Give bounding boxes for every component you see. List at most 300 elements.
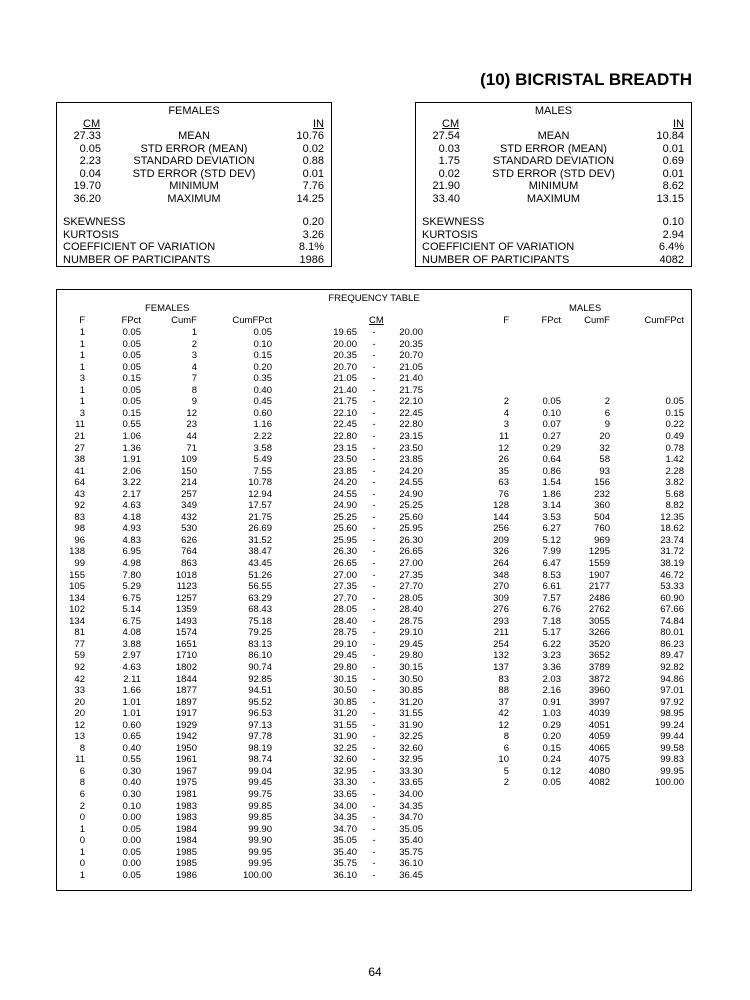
female-cumf-cell: 1897 [175, 696, 197, 708]
male-f-cell: 12 [498, 442, 509, 454]
female-cumfpct-cell: 86.10 [248, 650, 272, 662]
cm-high-cell: 26.65 [399, 546, 423, 558]
stat-in: 14.25 [296, 192, 324, 205]
cm-high-cell: 25.95 [399, 523, 423, 535]
cm-high-cell: 32.25 [399, 731, 423, 743]
female-cumfpct-cell: 0.10 [253, 338, 272, 350]
female-fpct-cell: 0.00 [122, 812, 141, 824]
female-cumfpct-cell: 95.52 [248, 696, 272, 708]
female-f-cell: 6 [79, 789, 85, 800]
male-f-cell: 270 [493, 581, 509, 593]
cm-low-cell: 31.20 [333, 708, 357, 720]
female-fpct-cell: 0.30 [122, 765, 141, 777]
female-cumfpct-cell: 96.53 [248, 708, 272, 720]
male-fpct-cell: 0.24 [542, 754, 561, 766]
male-cumf-cell: 2177 [588, 581, 610, 593]
female-fpct-cell: 4.98 [122, 558, 141, 569]
stat-label: MINIMUM [528, 180, 579, 192]
female-cumf-cell: 1257 [175, 592, 197, 604]
cm-low-cell: 32.60 [333, 754, 357, 766]
male-cumfpct-cell: 0.49 [665, 430, 684, 442]
male-fpct-cell: 3.36 [542, 661, 561, 673]
male-cumfpct-cell: 0.78 [665, 442, 684, 454]
male-fpct-cell: 5.17 [542, 627, 561, 639]
cm-low-cell: 27.70 [333, 592, 357, 604]
female-cumf-cell: 1574 [175, 627, 197, 639]
extra-label: SKEWNESS [63, 216, 126, 228]
cm-dash-cell: - [372, 511, 376, 523]
male-cumfpct-cell: 2.28 [665, 465, 684, 477]
male-cumf-cell: 58 [599, 454, 610, 466]
male-cumf-cell: 2762 [588, 604, 610, 616]
female-cumfpct-cell: 0.20 [253, 361, 272, 373]
col-header-male-cumfpct: CumFPct [644, 315, 684, 326]
cm-low-cell: 29.45 [333, 650, 357, 662]
male-cumfpct-cell: 97.92 [660, 696, 684, 708]
female-fpct-cell: 0.65 [122, 731, 141, 743]
cm-dash-cell: - [372, 604, 376, 616]
male-fpct-cell: 0.64 [542, 454, 561, 466]
cm-dash-cell: - [372, 765, 376, 777]
table-row [57, 604, 691, 616]
cm-low-cell: 21.05 [333, 373, 357, 385]
cm-low-cell: 29.80 [333, 661, 357, 673]
cm-low-cell: 34.70 [333, 823, 357, 835]
male-cumfpct-cell: 67.66 [660, 604, 684, 616]
female-fpct-cell: 3.88 [122, 638, 141, 650]
male-cumfpct-cell: 53.33 [660, 581, 684, 593]
cm-high-cell: 26.30 [399, 534, 423, 546]
stat-in: 13.15 [656, 192, 684, 205]
female-fpct-cell: 0.15 [122, 373, 141, 385]
male-f-cell: 132 [493, 650, 509, 662]
cm-high-cell: 22.10 [399, 396, 423, 408]
female-f-cell: 33 [74, 685, 85, 697]
cm-low-cell: 36.10 [333, 869, 357, 881]
male-fpct-cell: 0.07 [542, 419, 561, 431]
female-cumfpct-cell: 99.95 [248, 846, 272, 858]
cm-dash-cell: - [372, 615, 376, 627]
cm-low-cell: 31.55 [333, 719, 357, 731]
cm-low-cell: 31.90 [333, 731, 357, 743]
male-cumf-cell: 93 [599, 465, 610, 477]
male-cumf-cell: 3789 [588, 661, 610, 673]
male-cumfpct-cell: 99.44 [660, 731, 684, 743]
male-cumfpct-cell: 94.86 [660, 673, 684, 685]
female-fpct-cell: 0.40 [122, 777, 141, 789]
female-f-cell: 1 [79, 869, 85, 881]
extra-value: 0.10 [662, 216, 684, 228]
male-cumf-cell: 4039 [588, 708, 610, 720]
cm-low-cell: 28.40 [333, 615, 357, 627]
female-cumf-cell: 530 [181, 523, 197, 535]
male-f-cell: 276 [493, 604, 509, 616]
stat-cm: 0.05 [79, 142, 101, 155]
extra-value: 1986 [299, 253, 324, 266]
male-f-cell: 76 [498, 488, 509, 500]
female-cumf-cell: 764 [181, 546, 197, 558]
male-fpct-cell: 7.18 [542, 615, 561, 627]
cm-low-cell: 35.75 [333, 858, 357, 870]
table-row [57, 812, 691, 824]
table-row [57, 593, 691, 605]
cm-dash-cell: - [372, 419, 376, 431]
male-cumfpct-cell: 1.42 [665, 454, 684, 466]
female-fpct-cell: 4.93 [122, 523, 141, 535]
female-f-cell: 134 [69, 592, 85, 604]
male-cumf-cell: 360 [594, 500, 610, 512]
table-row [57, 777, 691, 789]
female-fpct-cell: 0.55 [122, 754, 141, 766]
female-cumfpct-cell: 97.78 [248, 731, 272, 743]
female-cumfpct-cell: 99.95 [248, 858, 272, 870]
female-cumf-cell: 1917 [175, 708, 197, 720]
cm-high-cell: 32.60 [399, 742, 423, 754]
cm-dash-cell: - [372, 719, 376, 731]
female-fpct-cell: 1.66 [122, 685, 141, 697]
cm-high-cell: 34.00 [399, 789, 423, 800]
female-f-cell: 64 [74, 477, 85, 489]
cm-dash-cell: - [372, 477, 376, 489]
male-f-cell: 209 [493, 534, 509, 546]
female-cumfpct-cell: 1.16 [253, 419, 272, 431]
males-column-group-label: MALES [569, 303, 602, 314]
female-cumfpct-cell: 21.75 [248, 511, 272, 523]
cm-high-cell: 20.35 [399, 338, 423, 350]
cm-dash-cell: - [372, 661, 376, 673]
male-cumfpct-cell: 3.82 [665, 477, 684, 489]
female-f-cell: 3 [79, 407, 85, 419]
female-cumfpct-cell: 99.04 [248, 765, 272, 777]
cm-dash-cell: - [372, 338, 376, 350]
female-cumf-cell: 7 [191, 373, 197, 385]
female-fpct-cell: 4.18 [122, 511, 141, 523]
male-cumfpct-cell: 8.82 [665, 500, 684, 512]
stat-in: 10.76 [296, 130, 324, 142]
cm-dash-cell: - [372, 869, 376, 881]
stat-in: 0.01 [302, 167, 324, 180]
female-cumfpct-cell: 0.15 [253, 350, 272, 362]
extra-label: SKEWNESS [422, 216, 485, 228]
stat-label: MEAN [178, 130, 210, 142]
male-cumfpct-cell: 18.62 [660, 523, 684, 535]
males-extra-row [422, 229, 684, 242]
female-cumfpct-cell: 3.58 [253, 442, 272, 454]
stat-cm: 33.40 [432, 192, 460, 205]
female-cumf-cell: 150 [181, 465, 197, 477]
extra-value: 3.26 [302, 228, 324, 241]
male-cumf-cell: 20 [599, 430, 610, 442]
col-header-cumf: CumF [171, 315, 197, 326]
cm-dash-cell: - [372, 373, 376, 385]
extra-value: 0.20 [302, 216, 324, 228]
female-fpct-cell: 0.05 [122, 823, 141, 835]
stat-label: STD ERROR (STD DEV) [492, 167, 615, 180]
female-fpct-cell: 6.75 [122, 615, 141, 627]
stat-in: 0.01 [662, 167, 684, 180]
female-cumfpct-cell: 12.94 [248, 488, 272, 500]
male-fpct-cell: 6.27 [542, 523, 561, 535]
male-cumfpct-cell: 74.84 [660, 615, 684, 627]
female-fpct-cell: 2.97 [122, 650, 141, 662]
males-stat-row [416, 193, 691, 206]
male-f-cell: 309 [493, 592, 509, 604]
female-f-cell: 155 [69, 569, 85, 581]
cm-dash-cell: - [372, 350, 376, 362]
cm-dash-cell: - [372, 812, 376, 824]
cm-high-cell: 32.95 [399, 754, 423, 766]
female-fpct-cell: 0.40 [122, 742, 141, 754]
table-row [57, 731, 691, 743]
cm-high-cell: 30.50 [399, 673, 423, 685]
cm-dash-cell: - [372, 396, 376, 408]
stat-label: MAXIMUM [526, 192, 581, 205]
cm-high-cell: 24.55 [399, 477, 423, 489]
table-row [57, 570, 691, 582]
table-row [57, 720, 691, 732]
cm-high-cell: 36.45 [399, 869, 423, 881]
female-f-cell: 8 [79, 742, 85, 754]
cm-dash-cell: - [372, 835, 376, 847]
cm-dash-cell: - [372, 581, 376, 593]
female-cumfpct-cell: 17.57 [248, 500, 272, 512]
cm-low-cell: 23.50 [333, 454, 357, 466]
male-fpct-cell: 0.10 [542, 407, 561, 419]
table-row [57, 396, 691, 408]
female-f-cell: 12 [74, 719, 85, 731]
table-row [57, 789, 691, 801]
male-f-cell: 11 [499, 430, 509, 442]
female-cumf-cell: 1493 [175, 615, 197, 627]
cm-high-cell: 30.85 [399, 685, 423, 697]
females-stat-row [57, 180, 331, 193]
male-cumfpct-cell: 89.47 [660, 650, 684, 662]
cm-dash-cell: - [372, 708, 376, 720]
cm-high-cell: 31.90 [399, 719, 423, 731]
extra-label: NUMBER OF PARTICIPANTS [422, 253, 570, 266]
cm-low-cell: 30.15 [333, 673, 357, 685]
male-cumf-cell: 3652 [588, 650, 610, 662]
females-extra-row [63, 216, 324, 229]
table-row [57, 697, 691, 709]
female-f-cell: 0 [79, 858, 85, 870]
female-f-cell: 59 [74, 650, 85, 662]
male-cumfpct-cell: 99.58 [660, 742, 684, 754]
male-fpct-cell: 0.20 [542, 731, 561, 743]
female-cumf-cell: 12 [186, 407, 197, 419]
frequency-table [56, 289, 692, 891]
female-cumf-cell: 1985 [175, 846, 197, 858]
female-f-cell: 11 [75, 419, 85, 431]
extra-value: 6.4% [658, 241, 684, 253]
cm-dash-cell: - [372, 523, 376, 535]
female-fpct-cell: 0.05 [122, 338, 141, 350]
cm-high-cell: 36.10 [399, 858, 423, 870]
table-row [57, 362, 691, 374]
male-f-cell: 3 [503, 419, 509, 431]
female-cumf-cell: 1018 [175, 569, 197, 581]
female-fpct-cell: 1.91 [122, 454, 141, 466]
cm-low-cell: 33.30 [333, 777, 357, 789]
table-row [57, 616, 691, 628]
female-cumf-cell: 214 [181, 477, 197, 489]
male-cumfpct-cell: 86.23 [660, 638, 684, 650]
cm-dash-cell: - [372, 442, 376, 454]
table-row [57, 546, 691, 558]
male-cumfpct-cell: 99.83 [660, 754, 684, 766]
extra-value: 8.1% [298, 241, 324, 253]
male-fpct-cell: 0.86 [542, 465, 561, 477]
male-f-cell: 88 [498, 685, 509, 697]
cm-dash-cell: - [372, 754, 376, 766]
female-cumfpct-cell: 99.85 [248, 812, 272, 824]
male-cumfpct-cell: 80.01 [660, 627, 684, 639]
female-f-cell: 1 [79, 384, 85, 396]
male-cumf-cell: 4059 [588, 731, 610, 743]
cm-dash-cell: - [372, 789, 376, 800]
female-cumfpct-cell: 94.51 [248, 685, 272, 697]
female-cumf-cell: 1123 [176, 581, 197, 593]
col-header-male-fpct: FPct [541, 315, 561, 326]
cm-high-cell: 35.05 [399, 823, 423, 835]
table-row [57, 454, 691, 466]
males-stat-row [416, 155, 691, 168]
cm-low-cell: 24.90 [333, 500, 357, 512]
female-cumf-cell: 23 [186, 419, 197, 431]
male-cumfpct-cell: 60.90 [660, 592, 684, 604]
females-stat-row [57, 155, 331, 168]
cm-high-cell: 20.70 [399, 350, 423, 362]
table-row [57, 801, 691, 813]
cm-low-cell: 32.25 [333, 742, 357, 754]
table-row [57, 327, 691, 339]
male-cumf-cell: 4075 [588, 754, 610, 766]
female-fpct-cell: 0.60 [122, 719, 141, 731]
male-cumfpct-cell: 99.95 [660, 765, 684, 777]
female-fpct-cell: 2.17 [122, 488, 141, 500]
female-cumfpct-cell: 0.40 [253, 384, 272, 396]
cm-low-cell: 25.95 [333, 534, 357, 546]
cm-low-cell: 19.65 [333, 327, 357, 338]
female-cumfpct-cell: 99.90 [248, 835, 272, 847]
female-cumfpct-cell: 99.85 [248, 800, 272, 812]
table-row [57, 500, 691, 512]
table-row [57, 535, 691, 547]
cm-high-cell: 33.65 [399, 777, 423, 789]
male-f-cell: 26 [498, 454, 509, 466]
male-cumfpct-cell: 0.22 [665, 419, 684, 431]
table-row [57, 385, 691, 397]
male-cumf-cell: 3997 [588, 696, 610, 708]
female-f-cell: 0 [79, 812, 85, 824]
female-cumf-cell: 71 [186, 442, 197, 454]
female-cumf-cell: 1961 [175, 754, 197, 766]
males-unit-cm: CM [442, 118, 460, 130]
female-fpct-cell: 5.14 [122, 604, 141, 616]
table-row [57, 419, 691, 431]
male-f-cell: 211 [493, 627, 509, 639]
female-fpct-cell: 5.29 [122, 581, 141, 593]
cm-dash-cell: - [372, 696, 376, 708]
female-f-cell: 134 [69, 615, 85, 627]
female-cumfpct-cell: 99.45 [248, 777, 272, 789]
cm-dash-cell: - [372, 534, 376, 546]
cm-high-cell: 31.20 [399, 696, 423, 708]
male-cumf-cell: 1559 [588, 558, 610, 569]
male-fpct-cell: 6.76 [542, 604, 561, 616]
female-cumfpct-cell: 99.90 [248, 823, 272, 835]
male-fpct-cell: 5.12 [542, 534, 561, 546]
female-cumf-cell: 257 [181, 488, 197, 500]
cm-high-cell: 34.70 [399, 812, 423, 824]
male-cumfpct-cell: 92.82 [660, 661, 684, 673]
cm-high-cell: 27.70 [399, 581, 423, 593]
male-cumf-cell: 3055 [588, 615, 610, 627]
male-fpct-cell: 6.47 [542, 558, 561, 569]
stat-cm: 27.33 [73, 130, 101, 142]
female-fpct-cell: 1.36 [122, 442, 141, 454]
female-fpct-cell: 0.30 [122, 789, 141, 800]
females-heading: FEMALES [168, 105, 220, 117]
female-f-cell: 1 [79, 846, 85, 858]
female-f-cell: 92 [74, 661, 85, 673]
table-row [57, 870, 691, 882]
female-f-cell: 20 [74, 696, 85, 708]
female-cumf-cell: 1981 [175, 789, 197, 800]
stat-label: STANDARD DEVIATION [492, 155, 615, 167]
female-f-cell: 38 [74, 454, 85, 466]
male-fpct-cell: 0.15 [542, 742, 561, 754]
male-cumf-cell: 6 [604, 407, 610, 419]
cm-high-cell: 29.80 [399, 650, 423, 662]
female-cumfpct-cell: 43.45 [248, 558, 272, 569]
female-cumf-cell: 1983 [175, 800, 197, 812]
female-fpct-cell: 0.05 [122, 396, 141, 408]
male-f-cell: 35 [498, 465, 509, 477]
cm-high-cell: 23.50 [399, 442, 423, 454]
female-cumfpct-cell: 2.22 [253, 430, 272, 442]
female-f-cell: 1 [79, 361, 85, 373]
cm-dash-cell: - [372, 569, 376, 581]
stat-cm: 36.20 [73, 192, 101, 205]
female-cumf-cell: 1929 [175, 719, 197, 731]
cm-dash-cell: - [372, 384, 376, 396]
female-f-cell: 1 [79, 823, 85, 835]
female-cumf-cell: 1877 [175, 685, 197, 697]
females-stat-row [57, 143, 331, 156]
female-fpct-cell: 4.63 [122, 500, 141, 512]
cm-dash-cell: - [372, 407, 376, 419]
female-cumfpct-cell: 7.55 [253, 465, 272, 477]
cm-high-cell: 22.80 [399, 419, 423, 431]
col-header-male-f: F [503, 315, 509, 326]
cm-dash-cell: - [372, 500, 376, 512]
male-f-cell: 10 [498, 754, 509, 766]
males-extra-row [422, 241, 684, 254]
male-cumf-cell: 504 [594, 511, 610, 523]
table-row [57, 650, 691, 662]
female-fpct-cell: 0.05 [122, 361, 141, 373]
female-cumf-cell: 1802 [175, 661, 197, 673]
male-cumf-cell: 3960 [588, 685, 610, 697]
female-f-cell: 27 [74, 442, 85, 454]
stat-in: 0.88 [302, 155, 324, 167]
cm-high-cell: 31.55 [399, 708, 423, 720]
male-fpct-cell: 2.16 [542, 685, 561, 697]
female-fpct-cell: 0.15 [122, 407, 141, 419]
female-cumf-cell: 1359 [175, 604, 197, 616]
female-cumfpct-cell: 31.52 [248, 534, 272, 546]
